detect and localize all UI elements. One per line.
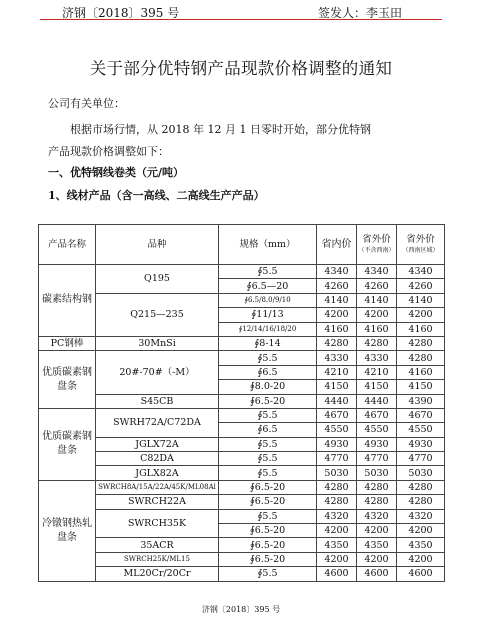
table-row: JGLX72A ∮5.5 4930 4930 4930 xyxy=(39,437,445,451)
product-name: 优质碳素钢盘条 xyxy=(39,408,96,480)
product-name: 冷镦钢热轧盘条 xyxy=(39,480,96,581)
price-table xyxy=(38,224,445,582)
col-header-in-province: 省内价 xyxy=(317,225,357,265)
table-row: ∮11/13 4200 4200 4200 xyxy=(39,308,445,322)
body-line-1: 根据市场行情，从 2018 年 12 月 1 日零时开始，部分优特钢 xyxy=(70,123,371,136)
col-header-name: 产品名称 xyxy=(39,225,96,265)
table-row: S45CB ∮6.5-20 4440 4440 4390 xyxy=(39,394,445,408)
variety: SWRCH22A xyxy=(96,495,219,509)
signer: 签发人：李玉田 xyxy=(318,6,403,20)
table-row: SWRCH25K/ML15 ∮6.5-20 4200 4200 4200 xyxy=(39,552,445,566)
header-rule xyxy=(40,19,442,20)
variety: 30MnSi xyxy=(96,336,219,350)
table-row: C82DA ∮5.5 4770 4770 4770 xyxy=(39,452,445,466)
table-row: JGLX82A ∮5.5 5030 5030 5030 xyxy=(39,466,445,480)
variety: Q215—235 xyxy=(96,293,219,336)
product-name: 碳素结构钢 xyxy=(39,265,96,337)
variety: SWRCH35K xyxy=(96,509,219,538)
doc-number: 济钢〔2018〕395 号 xyxy=(62,6,180,20)
table-row: Q215—235 ∮6.5/8.0/9/10 4140 4140 4140 xyxy=(39,293,445,307)
table-row: ∮12/14/16/18/20 4160 4160 4160 xyxy=(39,322,445,336)
section-heading-1: 一、优特钢线卷类（元/吨） xyxy=(48,166,185,179)
table-row: SWRCH22A ∮6.5-20 4280 4280 4280 xyxy=(39,495,445,509)
section-heading-2: 1、线材产品（含一高线、二高线生产产品） xyxy=(48,189,265,202)
col-header-out-province: 省外价 （不含西南） xyxy=(357,225,397,265)
page-footer: 济钢〔2018〕395 号 xyxy=(201,605,281,614)
table-row: 优质碳素钢盘条 SWRH72A/C72DA ∮5.5 4670 4670 4670 xyxy=(39,408,445,422)
product-name: 优质碳素钢盘条 xyxy=(39,351,96,409)
body-line-2: 产品现款价格调整如下： xyxy=(48,145,169,158)
variety: SWRCH8A/15A/22A/45K/ML08Al xyxy=(96,480,219,494)
variety: JGLX82A xyxy=(96,466,219,480)
variety: SWRH72A/C72DA xyxy=(96,408,219,437)
table-row: 优质碳素钢盘条 20#-70#（-M） ∮5.5 4330 4330 4280 xyxy=(39,351,445,365)
variety: Q195 xyxy=(96,265,219,294)
col-header-variety: 品种 xyxy=(96,225,219,265)
document-title: 关于部分优特钢产品现款价格调整的通知 xyxy=(89,59,393,78)
table-row: ∮6.5 4210 4210 4160 xyxy=(39,365,445,379)
table-row: ML20Cr/20Cr ∮5.5 4600 4600 4600 xyxy=(39,567,445,581)
table-row: ∮8.0-20 4150 4150 4150 xyxy=(39,380,445,394)
variety: SWRCH25K/ML15 xyxy=(96,552,219,566)
variety: ML20Cr/20Cr xyxy=(96,567,219,581)
variety: S45CB xyxy=(96,394,219,408)
table-row: PC钢棒 30MnSi ∮8-14 4280 4280 4280 xyxy=(39,336,445,350)
table-row: ∮6.5—20 4260 4260 4260 xyxy=(39,279,445,293)
table-row: SWRCH35K ∮5.5 4320 4320 4320 xyxy=(39,509,445,523)
table-row: ∮6.5-20 4200 4200 4200 xyxy=(39,524,445,538)
col-header-southwest: 省外价 （西南区域） xyxy=(397,225,445,265)
salutation: 公司有关单位： xyxy=(48,97,125,110)
variety: 20#-70#（-M） xyxy=(96,351,219,394)
table-header-row xyxy=(39,225,445,265)
table-row: 碳素结构钢 Q195 ∮5.5 4340 4340 4340 xyxy=(39,265,445,279)
col-header-spec: 规格（mm） xyxy=(219,225,317,265)
table-row: 35ACR ∮6.5-20 4350 4350 4350 xyxy=(39,538,445,552)
variety: C82DA xyxy=(96,452,219,466)
variety: JGLX72A xyxy=(96,437,219,451)
product-name: PC钢棒 xyxy=(39,336,96,350)
table-row: ∮6.5 4550 4550 4550 xyxy=(39,423,445,437)
table-row: 冷镦钢热轧盘条 SWRCH8A/15A/22A/45K/ML08Al ∮6.5-20 4280 4280 4280 xyxy=(39,480,445,494)
variety: 35ACR xyxy=(96,538,219,552)
